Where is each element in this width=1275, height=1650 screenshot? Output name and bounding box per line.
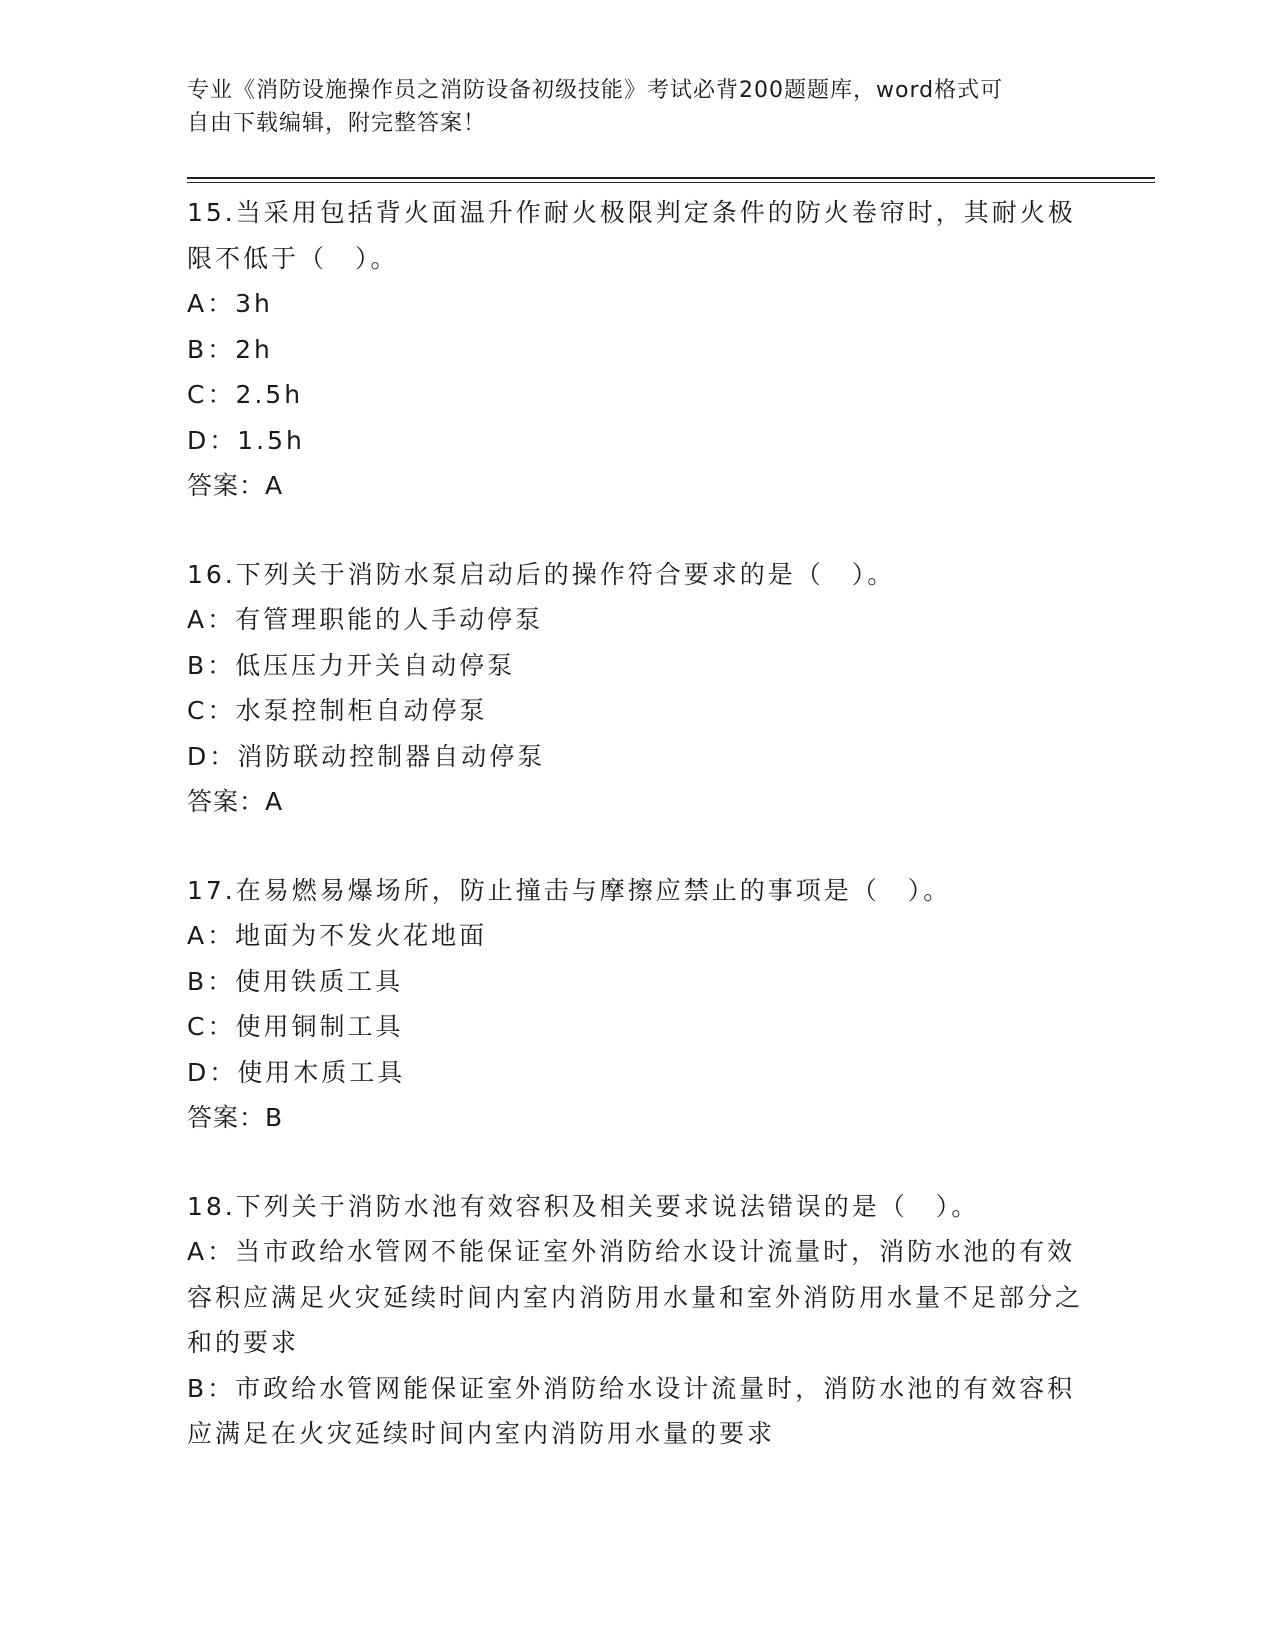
question-text: 16.下列关于消防水泵启动后的操作符合要求的是（ ）。 (187, 559, 896, 589)
option-d: D：使用木质工具 (187, 1057, 406, 1087)
question-text: 15.当采用包括背火面温升作耐火极限判定条件的防火卷帘时，其耐火极限不低于（ ）。 (187, 198, 1076, 273)
question-18 (187, 1184, 1087, 1457)
option-b: B：市政给水管网能保证室外消防给水设计流量时，消防水池的有效容积应满足在火灾延续时间内室内消防用水量的要求 (187, 1373, 1076, 1448)
header-line-1: 专业《消防设施操作员之消防设备初级技能》考试必背200题题库，word格式可 (187, 78, 1004, 103)
header-line-2: 自由下载编辑，附完整答案！ (187, 111, 487, 136)
option-b: B：低压压力开关自动停泵 (187, 650, 516, 680)
option-c: C：使用铜制工具 (187, 1012, 404, 1041)
answer: 答案：A (187, 787, 284, 816)
document-header (187, 74, 1067, 140)
header-divider-thick (187, 177, 1155, 179)
option-c: C：2.5h (187, 380, 304, 409)
option-a: A：有管理职能的人手动停泵 (187, 605, 544, 634)
question-list (187, 190, 1087, 1500)
option-a: A：当市政给水管网不能保证室外消防给水设计流量时，消防水池的有效容积应满足火灾延续时间内室内消防用水量和室外消防用水量不足部分之和的要求 (187, 1237, 1084, 1357)
question-text: 18.下列关于消防水池有效容积及相关要求说法错误的是（ ）。 (187, 1191, 980, 1221)
answer: 答案：A (187, 471, 284, 500)
option-b: B：2h (187, 334, 273, 364)
answer: 答案：B (187, 1103, 284, 1132)
option-b: B：使用铁质工具 (187, 966, 404, 996)
question-16 (187, 552, 1087, 825)
option-d: D：消防联动控制器自动停泵 (187, 741, 546, 771)
option-a: A：3h (187, 289, 273, 318)
question-15 (187, 190, 1087, 509)
option-c: C：水泵控制柜自动停泵 (187, 696, 488, 725)
option-a: A：地面为不发火花地面 (187, 921, 488, 950)
question-text: 17.在易燃易爆场所，防止撞击与摩擦应禁止的事项是（ ）。 (187, 875, 952, 905)
header-divider-thin (187, 182, 1155, 183)
question-17 (187, 868, 1087, 1141)
option-d: D：1.5h (187, 425, 305, 455)
